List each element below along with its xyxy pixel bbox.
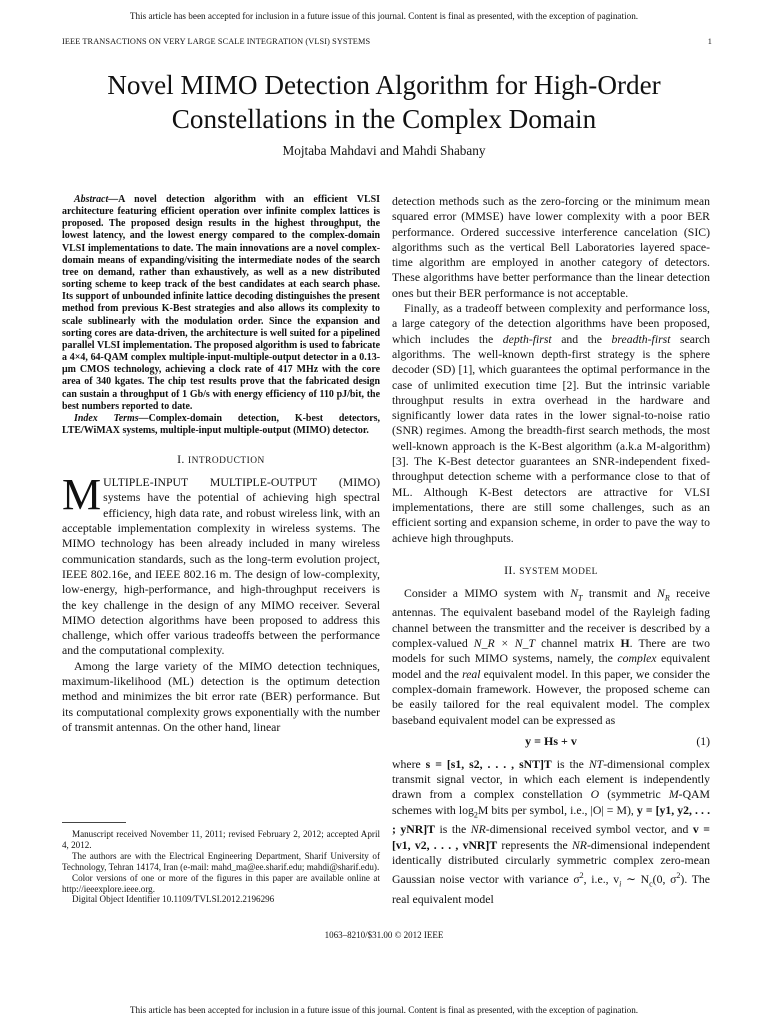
intro-paragraph-1-text: ULTIPLE-INPUT MULTIPLE-OUTPUT (MIMO) systems have the potential of achieving high spectral efficiency, high data rate, and robust wireless link, with an acceptable implementation complexity in wireless systems. The MIMO technology has been already included in many wireless communication standards, such as the long-term evolution project, IEEE 802.16e, and IEEE 802.16 m. The design of low-complexity, low-energy, high-performance, and high-throughput receivers is the key challenge in the design of any MIMO receiver. Several MIMO detection algorithms have been proposed to address this challenge, which offer various tradeoffs between the performance and the computational complexity. — [62, 476, 380, 658]
section-title: INTRODUCTION — [188, 456, 265, 467]
section-title: SYSTEM MODEL — [519, 566, 598, 577]
abstract-label: Abstract— — [74, 194, 119, 205]
equation-1 — [392, 732, 710, 754]
intro-paragraph-3: Finally, as a tradeoff between complexity and performance loss, a large category of the detection algorithms have been proposed, which includes the depth-first and the breadth-first search algorithms. The well-known depth-first strategy is the sphere decoder (SD) [1], which guarantees the optimal performance in the case of unlimited execution time [2]. But the intrinsic variable throughput results in extra overhead in the hardware and significantly lower data rates in the lower signal-to-noise ratio (SNR) regimes. Among the breadth-first search methods, the most well-known approach is the K-Best algorithm (a.k.a M-algorithm) [3]. The K-Best detector guarantees an SNR-independent fixed-throughput detection scheme with a performance close to that of ML. Although K-Best detectors are attractive for VLSI implementations, there are still some challenges, such as an efficient sorting and expansion scheme, in order to pave the way to achieve high throughputs. — [392, 302, 711, 545]
footnote-doi: Digital Object Identifier 10.1109/TVLSI.2012.2196296 — [72, 894, 275, 905]
acceptance-notice-bottom: This article has been accepted for inclusion in a future issue of this journal. Content is final as presented, with the exception of pagination. — [129, 1005, 639, 1015]
intro-paragraph-2: Among the large variety of the MIMO detection techniques, maximum-likelihood (ML) detection is the optimum detection method and minimizes the bit error rate (BER) performance. But its computational complexity grows exponentially with the number of transmit antennas. On the other hand, linear — [62, 659, 380, 734]
section-heading-system-model: II. SYSTEM MODEL — [504, 562, 598, 577]
system-model-paragraph-2: where s = [s1, s2, . . . , sNT]T is the NT-dimensional complex transmit signal vector, in which each element is independently drawn from a complex constellation O (symmetric M-QAM schemes with $\log_2M$ bits per symbol, i.e., |O| = M), y = [y1, y2, . . . ; yNR]T is the NR-dimensional received symbol vector, and v = [v1, v2, . . . , vNR]T represents the NR-dimensional independent identically distributed circularly symmetric complex zero-mean Gaussian noise vector with variance $\sigma^2$, i.e., $v_i$ ∼ $N_c(0$, $\sigma^2$). The real equivalent model — [392, 757, 711, 906]
footnote-color: Color versions of one or more of the figures in this paper are available online at http://ieeexplore.ieee.org. — [62, 872, 380, 894]
abstract — [62, 194, 380, 413]
breadth-first-term: breadth-first — [611, 332, 671, 346]
index-terms-label: Index Terms— — [74, 412, 149, 424]
section-heading-introduction: I. INTRODUCTION — [177, 452, 265, 467]
page-number: 1 — [707, 37, 712, 46]
copyright-line: 1063–8210/$31.00 © 2012 IEEE — [324, 930, 444, 940]
abstract-text: A novel detection algorithm with an efficient VLSI architecture featuring efficient operation over infinite complex lattices is proposed. The proposed design results in the highest throughput, the lowest latency, and the lowest energy compared to the complex-domain VLSI implementations to date. The main innovations are a novel complex-domain means of expanding/visiting the intermediate nodes of the search tree on demand, rather than exhaustively, as well as a new distributed sorting scheme to keep track of the best candidates at each search phase. Its support of unbounded infinite lattice decoding distinguishes the present method from previous K-Best strategies and also allows its complexity to scale sublinearly with the modulation order. Since the expansion and sorting cores are data-driven, the architecture is well suited for a pipelined parallel VLSI implementation. The proposed algorithm is used to fabricate a 4×4, 64-QAM complex multiple-input-multiple-output detector in a 0.13-μm CMOS technology, achieving a clock rate of 417 MHz with the core area of 340 kgates. The chip test results prove that the fabricated design can sustain a throughput of 1 Gb/s with energy efficiency of 110 pJ/bit, the best numbers reported to date. — [62, 194, 380, 412]
system-model-paragraph-1: Consider a MIMO system with $N_T$ transmit and $N_R$ receive antennas. The equivalent baseband model of the Rayleigh fading channel between the transmitter and the receiver is described by a complex-valued N_R × N_T channel matrix H. There are two models for such MIMO systems, namely, the complex equivalent model and the real equivalent model. In this paper, we consider the complex-domain framework. However, the proposed scheme can be easily tailored for the real equivalent model. The complex baseband equivalent model can be expressed as — [392, 586, 710, 727]
footnotes — [62, 829, 380, 905]
equation-expression: y = Hs + v — [525, 733, 577, 748]
paper-title: Novel MIMO Detection Algorithm for High-Order Constellations in the Complex Domain — [107, 70, 661, 134]
right-column — [392, 194, 710, 907]
drop-cap: M — [62, 470, 102, 520]
equation-number: (1) — [696, 734, 710, 748]
index-terms — [62, 413, 380, 437]
intro-paragraph-2-continued: detection methods such as the zero-forcing or the minimum mean squared error (MMSE) have lower complexity with a poor BER performance. Ordered successive interference cancelation (SIC) algorithms such as the vertical Bell Laboratories layered space-time algorithm are employed in another category of detectors. These algorithms have better performance than the linear detection ones but their BER performance is not acceptable. — [392, 195, 710, 300]
acceptance-notice-top: This article has been accepted for inclusion in a future issue of this journal. Content is final as presented, with the exception of pagination. — [129, 11, 639, 21]
footnote-affiliation: The authors are with the Electrical Engineering Department, Sharif University of Technology, Tehran 14174, Iran (e-mail: mahd_ma@ee.sharif.edu; mahdi@sharif.edu). — [62, 850, 380, 872]
index-terms-text: Complex-domain detection, K-best detectors, LTE/WiMAX systems, multiple-input multiple-output (MIMO) detector. — [62, 412, 381, 436]
left-column — [62, 194, 380, 735]
running-head — [62, 37, 712, 47]
journal-name: IEEE TRANSACTIONS ON VERY LARGE SCALE INTEGRATION (VLSI) SYSTEMS — [62, 37, 371, 46]
footnote-rule — [62, 822, 126, 823]
footnote-manuscript: Manuscript received November 11, 2011; revised February 2, 2012; accepted April 4, 2012. — [62, 829, 380, 850]
intro-paragraph-1 — [62, 470, 380, 659]
paper-authors: Mojtaba Mahdavi and Mahdi Shabany — [282, 143, 486, 158]
depth-first-term: depth-first — [502, 332, 552, 346]
